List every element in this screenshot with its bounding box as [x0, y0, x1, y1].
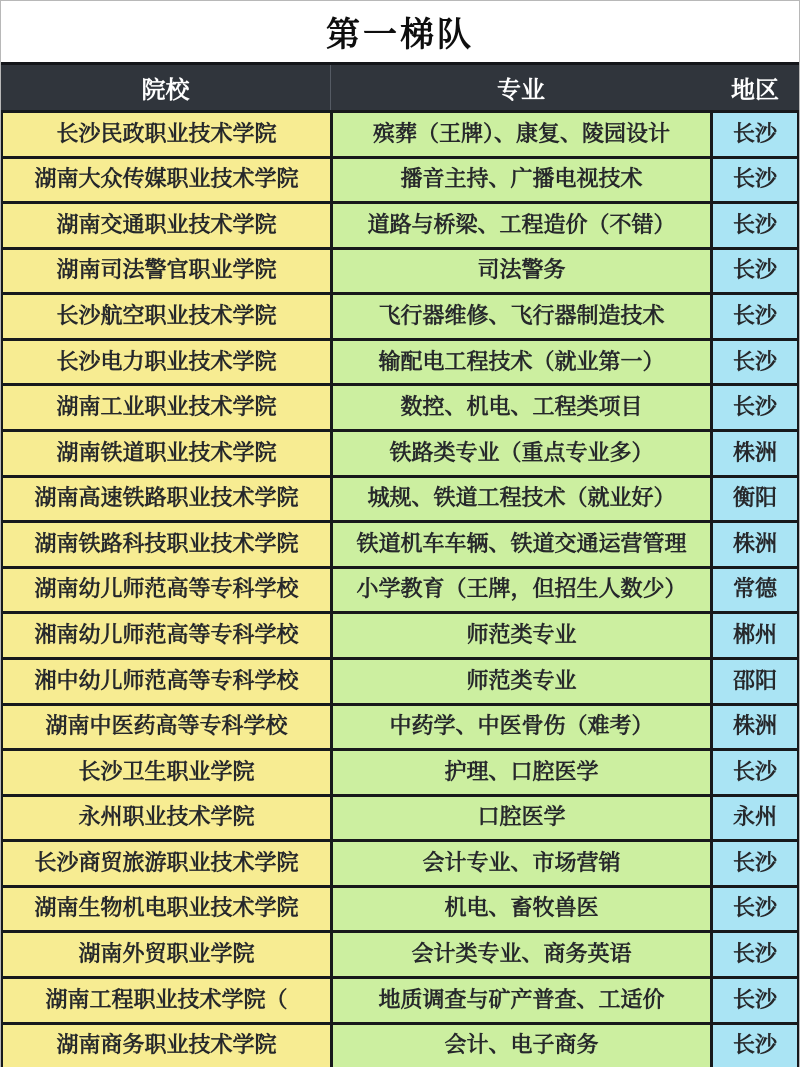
major-cell: 地质调查与矿产普查、工适价	[333, 979, 713, 1022]
table-row	[3, 1022, 797, 1067]
major-cell: 司法警务	[333, 250, 713, 293]
table-row	[3, 338, 797, 384]
table-row	[3, 885, 797, 931]
region-cell: 株洲	[713, 706, 797, 749]
table-row	[3, 110, 797, 156]
table-row	[3, 429, 797, 475]
region-cell: 株洲	[713, 523, 797, 566]
major-cell: 会计类专业、商务英语	[333, 933, 713, 976]
major-cell: 中药学、中医骨伤（难考）	[333, 706, 713, 749]
region-cell: 长沙	[713, 751, 797, 794]
major-cell: 城规、铁道工程技术（就业好）	[333, 478, 713, 521]
table-row	[3, 976, 797, 1022]
table-row	[3, 201, 797, 247]
major-cell: 会计专业、市场营销	[333, 842, 713, 885]
major-cell: 会计、电子商务	[333, 1025, 713, 1067]
school-cell: 长沙民政职业技术学院	[3, 113, 333, 156]
table-row	[3, 703, 797, 749]
region-cell: 郴州	[713, 614, 797, 657]
region-cell: 长沙	[713, 113, 797, 156]
region-cell: 长沙	[713, 295, 797, 338]
table-row	[3, 839, 797, 885]
major-cell: 机电、畜牧兽医	[333, 888, 713, 931]
school-cell: 长沙卫生职业学院	[3, 751, 333, 794]
region-cell: 长沙	[713, 159, 797, 202]
major-cell: 铁道机车车辆、铁道交通运营管理	[333, 523, 713, 566]
major-cell: 飞行器维修、飞行器制造技术	[333, 295, 713, 338]
school-cell: 长沙电力职业技术学院	[3, 341, 333, 384]
school-cell: 湖南高速铁路职业技术学院	[3, 478, 333, 521]
region-cell: 长沙	[713, 341, 797, 384]
major-cell: 输配电工程技术（就业第一）	[333, 341, 713, 384]
major-cell: 播音主持、广播电视技术	[333, 159, 713, 202]
table-row	[3, 475, 797, 521]
major-cell: 师范类专业	[333, 614, 713, 657]
school-cell: 湖南中医药高等专科学校	[3, 706, 333, 749]
region-cell: 长沙	[713, 979, 797, 1022]
table-row	[3, 566, 797, 612]
region-cell: 长沙	[713, 933, 797, 976]
school-cell: 永州职业技术学院	[3, 797, 333, 840]
title-bar	[1, 0, 799, 62]
major-cell: 口腔医学	[333, 797, 713, 840]
school-cell: 湖南工程职业技术学院（	[3, 979, 333, 1022]
table-row	[3, 520, 797, 566]
region-cell: 长沙	[713, 204, 797, 247]
region-cell: 邵阳	[713, 660, 797, 703]
region-cell: 长沙	[713, 386, 797, 429]
region-cell: 株洲	[713, 432, 797, 475]
school-cell: 湖南商务职业技术学院	[3, 1025, 333, 1067]
page-title: 第一梯队	[326, 15, 474, 55]
school-cell: 湘南幼儿师范高等专科学校	[3, 614, 333, 657]
region-cell: 长沙	[713, 888, 797, 931]
region-cell: 长沙	[713, 842, 797, 885]
region-cell: 常德	[713, 569, 797, 612]
table-body	[1, 110, 799, 1067]
major-cell: 数控、机电、工程类项目	[333, 386, 713, 429]
school-cell: 长沙商贸旅游职业技术学院	[3, 842, 333, 885]
major-cell: 道路与桥梁、工程造价（不错）	[333, 204, 713, 247]
school-cell: 湖南幼儿师范高等专科学校	[3, 569, 333, 612]
school-cell: 湘中幼儿师范高等专科学校	[3, 660, 333, 703]
table-row	[3, 930, 797, 976]
major-cell: 小学教育（王牌，但招生人数少）	[333, 569, 713, 612]
table-row	[3, 156, 797, 202]
column-header-region: 地区	[731, 76, 779, 104]
region-cell: 衡阳	[713, 478, 797, 521]
school-cell: 湖南铁路科技职业技术学院	[3, 523, 333, 566]
major-cell: 护理、口腔医学	[333, 751, 713, 794]
table-row	[3, 611, 797, 657]
column-header-school: 院校	[1, 65, 331, 110]
school-cell: 湖南外贸职业学院	[3, 933, 333, 976]
major-cell: 铁路类专业（重点专业多）	[333, 432, 713, 475]
school-cell: 湖南生物机电职业技术学院	[3, 888, 333, 931]
table-header-row	[1, 62, 799, 110]
school-cell: 湖南大众传媒职业技术学院	[3, 159, 333, 202]
table-row	[3, 383, 797, 429]
school-cell: 长沙航空职业技术学院	[3, 295, 333, 338]
region-cell: 长沙	[713, 250, 797, 293]
table-row	[3, 292, 797, 338]
school-cell: 湖南工业职业技术学院	[3, 386, 333, 429]
table-row	[3, 247, 797, 293]
school-cell: 湖南铁道职业技术学院	[3, 432, 333, 475]
table-row	[3, 794, 797, 840]
table-row	[3, 748, 797, 794]
major-cell: 师范类专业	[333, 660, 713, 703]
table-row	[3, 657, 797, 703]
region-cell: 长沙	[713, 1025, 797, 1067]
major-cell: 殡葬（王牌）、康复、陵园设计	[333, 113, 713, 156]
school-cell: 湖南司法警官职业学院	[3, 250, 333, 293]
region-cell: 永州	[713, 797, 797, 840]
column-header-major: 专业	[497, 76, 545, 104]
school-cell: 湖南交通职业技术学院	[3, 204, 333, 247]
